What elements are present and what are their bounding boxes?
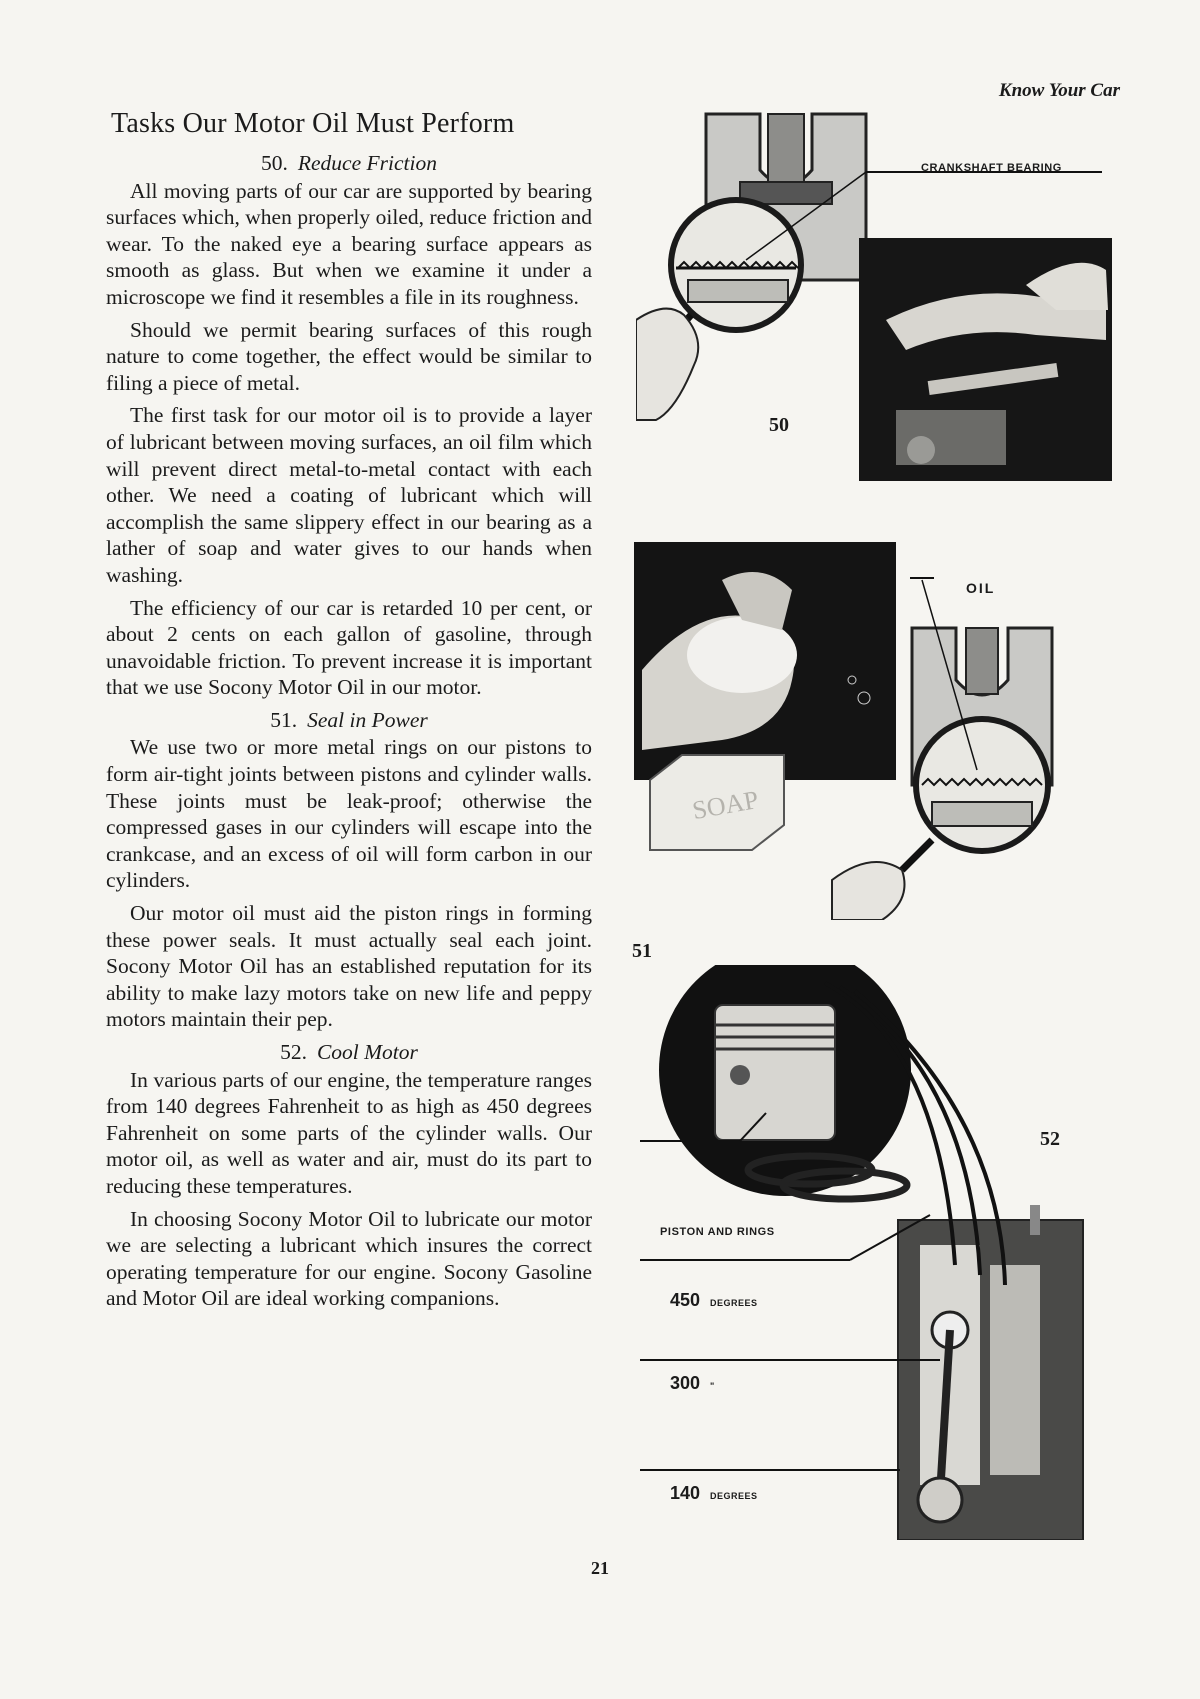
section-heading-52 [106,1039,592,1066]
section-number: 52. [280,1040,307,1064]
section-heading-50 [106,150,592,177]
temp-label-450 [670,1290,758,1311]
section-title: Seal in Power [307,707,428,732]
piston-circle-drawing [659,965,911,1199]
paragraph: We use two or more metal rings on our pistons to form air-tight joints between pistons and cylinder walls. These joints must be leak-proof; otherwise the compressed gases in our cylinders will escape into the crankcase, and an excess of oil will form carbon in our cylinders. [106,735,592,893]
temp-value: 300 [670,1373,701,1393]
paragraph: In various parts of our engine, the temperature ranges from 140 degrees Fahrenheit to as high as 450 degrees Fahrenheit on some parts of the cylinder walls. Our motor oil, as well as water and air, must do its part to reducing these temperatures. [106,1067,592,1198]
temp-unit: DEGREES [710,1491,758,1501]
section-heading-51 [106,707,592,734]
soap-bar-drawing [650,755,784,850]
paragraph: The first task for our motor oil is to provide a layer of lubricant between moving surfaces, an oil film which will prevent direct metal-to-metal contact with each other. We need a coating of lubricant which will accomplish the same slippery effect in our bearing as a lather of soap and water gives to our hands when washing. [106,403,592,587]
hand-drawing [636,309,698,420]
temp-value: 450 [670,1290,701,1310]
paragraph: In choosing Socony Motor Oil to lubricate our motor we are selecting a lubricant which insures the correct operating temperature for our engine. Socony Gasoline and Motor Oil are ideal working companions. [106,1206,592,1311]
callout-piston-and-rings: PISTON AND RINGS [660,1226,775,1238]
paragraph: Our motor oil must aid the piston rings in forming these power seals. It must actually seal each joint. Socony Motor Oil has an established reputation for its ability to make lazy motors take on new life and peppy motors maintain their pep. [106,901,592,1032]
figure-51-illustration [632,540,1102,920]
temp-unit: " [710,1381,715,1391]
running-head: Know Your Car [998,80,1120,101]
temp-label-300 [670,1373,715,1394]
figure-number-52: 52 [1040,1128,1060,1150]
section-number: 50. [261,151,288,175]
hands-washing-photo [634,542,896,780]
hand-drawing [832,862,905,920]
engine-cross-section-drawing [898,1205,1083,1540]
body-text [106,150,592,1318]
page-title: Tasks Our Motor Oil Must Perform [111,108,515,139]
temp-label-140 [670,1483,758,1504]
figure-52-illustration [640,965,1090,1540]
filing-photo [859,238,1112,481]
section-title: Reduce Friction [297,151,437,175]
paragraph: All moving parts of our car are supported by bearing surfaces which, when properly oiled, reduce friction and wear. To the naked eye a bearing surface appears as smooth as glass. But when we examine it under a microscope we find it resembles a file in its roughness. [106,178,592,309]
callout-oil: OIL [966,580,996,596]
section-title: Cool Motor [316,1040,418,1064]
figure-number-51: 51 [632,940,652,962]
page-number: 21 [591,1558,609,1578]
section-number: 51. [270,707,298,732]
paragraph: Should we permit bearing surfaces of this rough nature to come together, the effect would be similar to filing a piece of metal. [106,317,592,395]
figure-number-50: 50 [769,414,789,436]
temp-unit: DEGREES [710,1298,758,1308]
callout-crankshaft-bearing: CRANKSHAFT BEARING [921,162,1062,174]
paragraph: The efficiency of our car is retarded 10 per cent, or about 2 cents on each gallon of gasoline, through unavoidable friction. To prevent increase it is important that we use Socony Motor Oil in our motor. [106,595,592,700]
soap-label: SOAP [690,784,761,826]
temp-value: 140 [670,1483,701,1503]
